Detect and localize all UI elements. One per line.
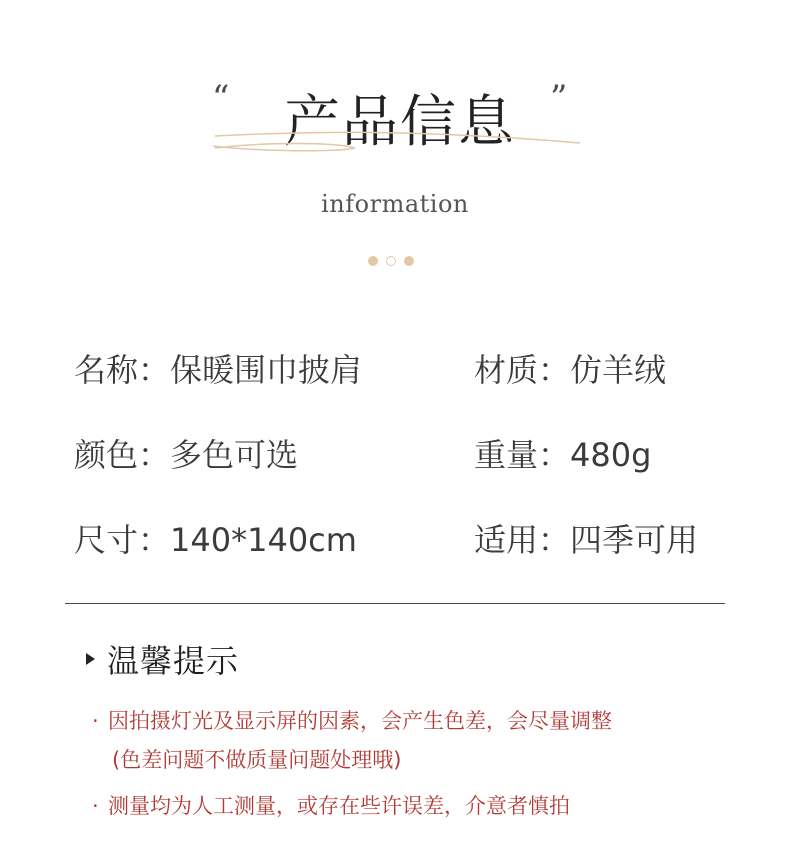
- spec-row: [74, 515, 754, 565]
- tip-item-continuation: [112, 744, 401, 774]
- spec-value: 仿羊绒: [570, 351, 667, 389]
- bullet-icon: ·: [92, 709, 99, 733]
- dot-icon: [404, 256, 414, 266]
- spec-value: 480g: [570, 436, 652, 474]
- tip-text: (色差问题不做质量问题处理哦): [112, 748, 402, 772]
- tips-title: 温馨提示: [107, 642, 240, 680]
- bullet-icon: ·: [92, 794, 99, 818]
- tips-heading: [86, 636, 239, 682]
- close-quote-mark: ”: [550, 78, 568, 118]
- triangle-right-icon: [86, 653, 95, 665]
- section-divider: [65, 603, 725, 604]
- spec-item-size: [74, 515, 357, 561]
- spec-item-name: [74, 345, 362, 391]
- spec-label: 名称：: [74, 351, 171, 389]
- spec-value: 140*140cm: [170, 521, 357, 559]
- spec-label: 颜色：: [74, 436, 171, 474]
- open-quote-mark: “: [212, 78, 230, 118]
- spec-row: [74, 345, 754, 395]
- product-info-header: [0, 0, 790, 300]
- spec-item-weight: [474, 430, 651, 476]
- dot-icon: [368, 256, 378, 266]
- page-title: 产品信息: [284, 90, 516, 155]
- spec-label: 尺寸：: [74, 521, 171, 559]
- decorative-dots: [368, 255, 428, 267]
- spec-label: 材质：: [474, 351, 571, 389]
- tip-item: [92, 705, 612, 735]
- spec-item-season: [474, 515, 698, 561]
- spec-row: [74, 430, 754, 480]
- spec-label: 重量：: [474, 436, 571, 474]
- tip-item: [92, 790, 570, 820]
- spec-value: 保暖围巾披肩: [170, 351, 363, 389]
- spec-label: 适用：: [474, 521, 571, 559]
- gold-swoosh-decoration: [205, 118, 585, 158]
- dot-icon: [386, 256, 396, 266]
- spec-value: 四季可用: [570, 521, 699, 559]
- page-subtitle: information: [321, 190, 469, 218]
- spec-value: 多色可选: [170, 436, 299, 474]
- spec-item-color: [74, 430, 298, 476]
- tip-text: 因拍摄灯光及显示屏的因素，会产生色差，会尽量调整: [108, 709, 612, 733]
- spec-item-material: [474, 345, 666, 391]
- tip-text: 测量均为人工测量，或存在些许误差，介意者慎拍: [108, 794, 570, 818]
